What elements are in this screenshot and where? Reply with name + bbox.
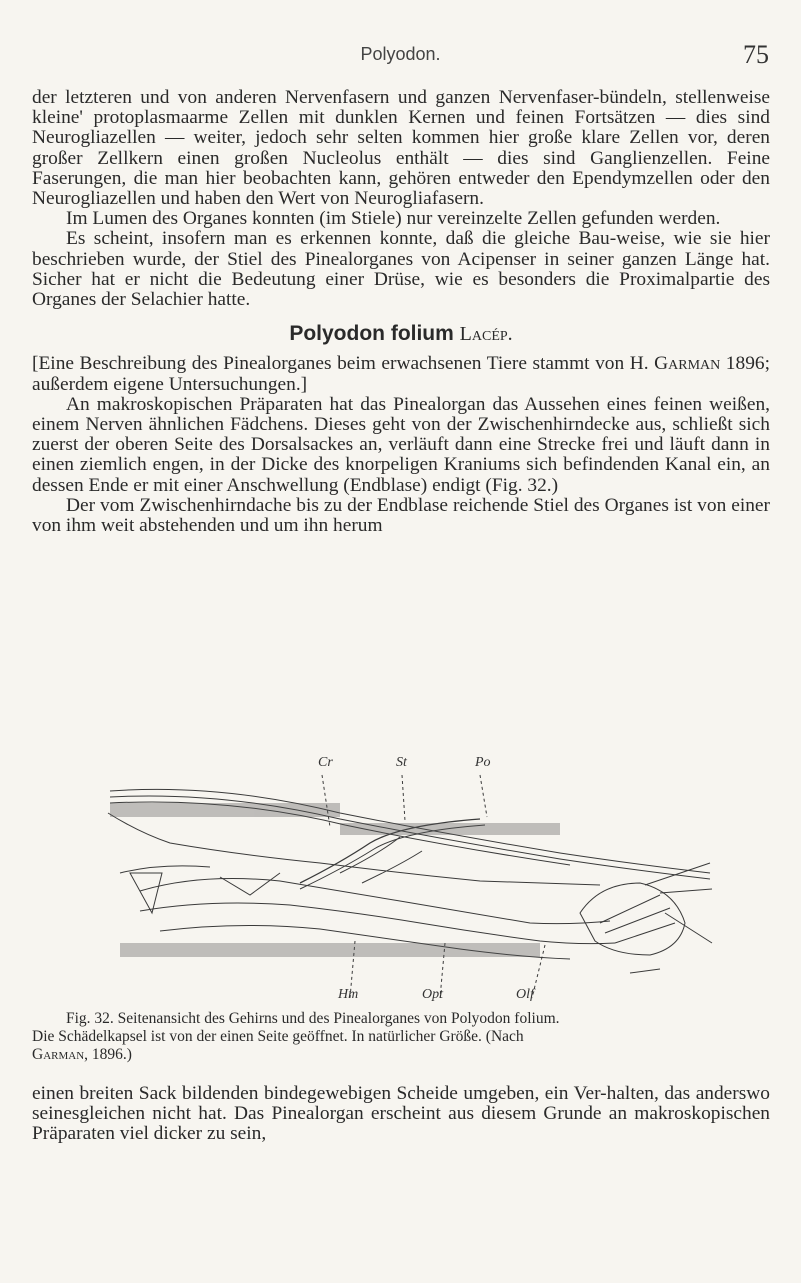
paragraph: der letzteren und von anderen Nervenfasern und ganzen Nervenfaser-bündeln, stellenweise kleine' protoplasmaarme Zellen mit dunklen Kernen und feinen Fortsätzen — dies sind Neurogliazellen — weiter, jedoch sehr selten kommen hier große klare Zellen vor, deren großer Zellkern einen großen Nucleolus enthält — dies sind Ganglienzellen. Feine Faserungen, die man hier beobachten kann, gehören entweder den Ependymzellen oder den Neurogliazellen und haben den Wert von Neurogliafasern. — [32, 87, 770, 210]
body-text-bottom — [32, 1084, 770, 1145]
species-name: Polyodon folium — [289, 322, 454, 346]
label-cr: Cr — [318, 755, 333, 770]
paragraph: An makroskopischen Präparaten hat das Pinealorgan das Aussehen eines feinen weißen, einem Nerven ähnlichen Fädchens. Dieses geht von der Zwischenhirndecke aus, schließt sich zuerst der oberen Seite des Dorsalsackes an, verläuft dann eine Strecke frei und läuft dann in einen ziemlich engen, in der Dicke des knorpeligen Kraniums sich befindenden Kanal ein, an dessen Ende er mit einer Anschwellung (Endblase) endigt (Fig. 32.) — [32, 393, 770, 496]
caption-line: Die Schädelkapsel ist von der einen Seite geöffnet. In natürlicher Größe. (Nach — [32, 1028, 524, 1045]
species-author: Lacép. — [459, 323, 513, 346]
paragraph: [Eine Beschreibung des Pinealorganes beim erwachsenen Tiere stammt von H. Garman 1896; außerdem eigene Untersuchungen.] — [32, 353, 770, 395]
paragraph: einen breiten Sack bildenden bindegewebigen Scheide umgeben, ein Ver-halten, das anderswo seinesgleichen nicht hat. Das Pinealorgan erscheint aus diesem Grunde an makroskopischen Präparaten viel dicker zu sein, — [32, 1083, 770, 1145]
label-hm: Hm — [338, 987, 359, 1002]
label-po: Po — [475, 755, 491, 770]
caption-line: Garman, 1896.) — [32, 1046, 132, 1063]
label-opt: Opt — [422, 987, 443, 1002]
section-heading — [32, 324, 770, 344]
author-name: Garman — [32, 1046, 85, 1063]
label-st: St — [396, 755, 407, 770]
label-olf: Olf — [516, 987, 534, 1002]
caption-line: Fig. 32. Seitenansicht des Gehirns und des Pinealorganes von Polyodon folium. — [66, 1010, 560, 1027]
figure-brain-illustration — [100, 755, 720, 1005]
paragraph: Im Lumen des Organes konnten (im Stiele) nur vereinzelte Zellen gefunden werden. — [66, 208, 721, 230]
figure-caption — [32, 1010, 772, 1064]
paragraph: Es scheint, insofern man es erkennen konnte, daß die gleiche Bau-weise, wie sie hier beschrieben wurde, der Stiel des Pinealorganes von Acipenser in seiner ganzen Länge hat. Sicher hat er nicht die Bedeutung einer Drüse, wie es besonders die Proximalpartie des Organes der Selachier hatte. — [32, 228, 770, 311]
page-number: 75 — [743, 40, 769, 69]
running-head: Polyodon. — [360, 44, 441, 64]
paragraph: Der vom Zwischenhirndache bis zu der Endblase reichende Stiel des Organes ist von einer von ihm weit abstehenden und um ihn herum — [32, 494, 770, 537]
author-name: Garman — [654, 353, 721, 375]
body-text-top — [32, 88, 770, 536]
brain-drawing — [100, 773, 720, 1003]
page-header — [0, 40, 801, 70]
